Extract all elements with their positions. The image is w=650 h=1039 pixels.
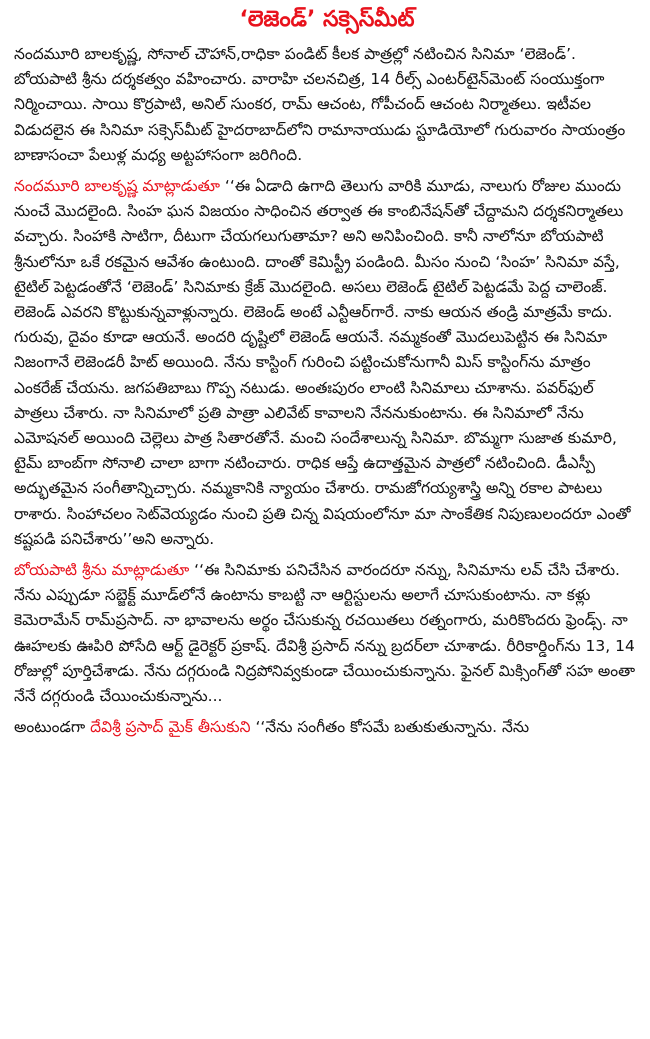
- devisri-paragraph: [14, 715, 640, 740]
- speaker-devisri: దేవిశ్రీ ప్రసాద్‌ మైక్‌ తీసుకుని: [90, 718, 251, 737]
- speaker-balakrishna: నందమూరి బాలకృష్ణ మాట్లాడుతూ: [14, 177, 220, 196]
- balakrishna-quote: ‘‘ఈ ఏడాది ఉగాది తెలుగు వారికి మూడు, నాలుగు రోజుల ముందు నుంచే మొదలైంది. సింహ ఘన విజయం సాధించిన తర్వాత ఈ కాంబినేషన్‌తో చేద్దామని దర్శకనిర్మాతలు వచ్చారు. సింహాకి సాటిగా, దీటుగా చేయగలుగుతామా? అని అనిపించింది. కానీ నాలోనూ బోయపాటి శ్రీనులోనూ ఒకే రకమైన ఆవేశం ఉంటుంది. దాంతో కెమిస్ట్రీ పండింది. మీసం నుంచి ‘సింహ’ సినిమా వస్తే, టైటిల్‌ పెట్టడంతోనే ‘లెజెండ్‌’ సినిమాకు క్రేజ్‌ మొదలైంది. అసలు లెజెండ్‌ టైటిల్‌ పెట్టడమే పెద్ద చాలెంజ్‌. లెజెండ్‌ ఎవరని కొట్టుకున్నవాళ్లున్నారు. లెజెండ్‌ అంటే ఎన్టీఆర్‌గారే. నాకు ఆయన తండ్రి మాత్రమే కాదు. గురువు, దైవం కూడా ఆయనే. అందరి దృష్టిలో లెజెండ్‌ ఆయనే. నమ్మకంతో మొదలుపెట్టిన ఈ సినిమా నిజంగానే లెజెండరీ హిట్‌ అయింది. నేను కాస్టింగ్‌ గురించి పట్టించుకోనుగానీ మిస్‌ కాస్టింగ్‌ను మాత్రం ఎంకరేజ్‌ చేయను. జగపతిబాబు గొప్ప నటుడు. అంతఃపురం లాంటి సినిమాలు చూశాను. పవర్‌ఫుల్‌ పాత్రలు చేశారు. నా సినిమాలో ప్రతి పాత్రా ఎలివేట్‌ కావాలని నేననుకుంటాను. ఈ సినిమాలో నేను ఎమోషనల్‌ అయింది చెల్లెలు పాత్ర సితారతోనే. మంచి సందేశాలున్న సినిమా. బొమ్మగా సుజాత కుమారి, టైమ్‌ బాంబ్‌గా సోనాలి చాలా బాగా నటించారు. రాధిక ఆప్తే ఉదాత్తమైన పాత్రలో నటించింది. డీఎస్పీ అద్భుతమైన సంగీతాన్నిచ్చారు. నమ్మకానికి న్యాయం చేశారు. రామజోగయ్యశాస్త్రి అన్ని రకాల పాటలు రాశారు. సింహాచలం సెట్‌వెయ్యడం నుంచి ప్రతి చిన్న విషయంలోనూ మా సాంకేతిక నిపుణులందరూ ఎంతో కష్టపడి పనిచేశారు’’అని అన్నారు.: [14, 177, 631, 548]
- article-title: ‘లెజెండ్‌’ సక్సెస్‌మీట్‌: [239, 7, 415, 32]
- devisri-quote: ‘‘నేను సంగీతం కోసమే బతుకుతున్నాను. నేను: [250, 718, 530, 737]
- boyapati-quote: ‘‘ఈ సినిమాకు పనిచేసిన వారందరూ నన్ను, సినిమాను లవ్‌ చేసి చేశారు. నేను ఎప్పుడూ సబ్జెక్ట్‌ మూడ్‌లోనే ఉంటాను కాబట్టి నా ఆర్టిస్టులను అలాగే చూసుకుంటాను. నా కళ్లు కెమెరామేన్‌ రామ్‌ప్రసాద్‌. నా భావాలను అర్థం చేసుకున్న రచయితలు రత్నంగారు, మరికొందరు ఫ్రెండ్స్‌. నా ఊహలకు ఊపిరి పోసేది ఆర్ట్‌ డైరెక్టర్‌ ప్రకాష్‌. దేవిశ్రీ ప్రసాద్‌ నన్ను బ్రదర్‌లా చూశాడు. రీరికార్డింగ్‌ను 13, 14 రోజుల్లో పూర్తిచేశాడు. నేను దగ్గరుండి నిద్రపోనివ్వకుండా చేయించుకున్నాను. ఫైనల్‌ మిక్సింగ్‌తో సహ అంతా నేనే దగ్గరుండి చేయించుకున్నాను...: [14, 561, 636, 706]
- boyapati-paragraph: [14, 558, 640, 709]
- speaker-boyapati: బోయపాటి శ్రీను మాట్లాడుతూ: [14, 561, 190, 580]
- intro-paragraph: నందమూరి బాలకృష్ణ, సోనాల్‌ చౌహాన్‌,రాధికా పండిట్‌ కీలక పాత్రల్లో నటించిన సినిమా ‘లెజెండ్‌’. బోయపాటి శ్రీను దర్శకత్వం వహించారు. వారాహి చలనచిత్ర, 14 రీల్స్‌ ఎంటర్‌టైన్‌మెంట్‌ సంయుక్తంగా నిర్మించాయి. సాయి కొర్రపాటి, అనిల్‌ సుంకర, రామ్‌ ఆచంట, గోపీచంద్‌ ఆచంట నిర్మాతలు. ఇటీవల విడుదలైన ఈ సినిమా సక్సెస్‌మీట్‌ హైదరాబాద్‌లోని రామానాయుడు స్టూడియోలో గురువారం సాయంత్రం బాణాసంచా పేలుళ్ల మధ్య అట్టహాసంగా జరిగింది.: [14, 45, 626, 164]
- balakrishna-paragraph: [14, 174, 640, 552]
- devisri-prefix: అంటుండగా: [14, 718, 91, 737]
